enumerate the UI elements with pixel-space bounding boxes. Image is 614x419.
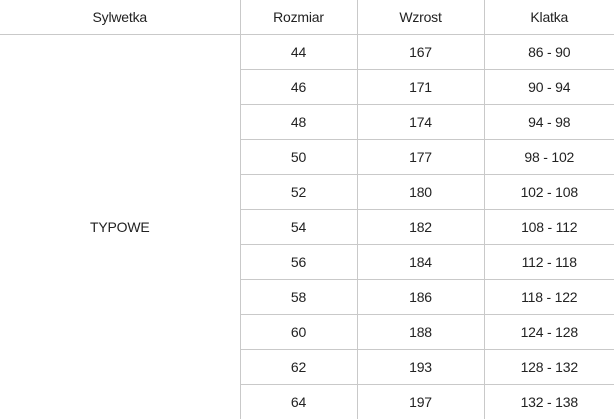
- table-row: [0, 35, 614, 70]
- header-size: Rozmiar: [240, 0, 357, 35]
- chest-cell: 108 - 112: [484, 210, 614, 245]
- size-cell: 58: [240, 280, 357, 315]
- height-cell: 177: [357, 140, 484, 175]
- size-cell: 46: [240, 70, 357, 105]
- size-cell: 54: [240, 210, 357, 245]
- height-cell: 184: [357, 245, 484, 280]
- header-height: Wzrost: [357, 0, 484, 35]
- chest-cell: 118 - 122: [484, 280, 614, 315]
- chest-cell: 86 - 90: [484, 35, 614, 70]
- chest-cell: 112 - 118: [484, 245, 614, 280]
- table-header: [0, 0, 614, 35]
- chest-cell: 102 - 108: [484, 175, 614, 210]
- height-cell: 197: [357, 385, 484, 419]
- height-cell: 182: [357, 210, 484, 245]
- height-cell: 167: [357, 35, 484, 70]
- size-cell: 48: [240, 105, 357, 140]
- chest-cell: 98 - 102: [484, 140, 614, 175]
- silhouette-cell: TYPOWE: [90, 219, 150, 235]
- size-cell: 62: [240, 350, 357, 385]
- height-cell: 188: [357, 315, 484, 350]
- chest-cell: 90 - 94: [484, 70, 614, 105]
- size-cell: 60: [240, 315, 357, 350]
- chest-cell: 94 - 98: [484, 105, 614, 140]
- size-cell: 64: [240, 385, 357, 419]
- height-cell: 180: [357, 175, 484, 210]
- height-cell: 186: [357, 280, 484, 315]
- header-chest: Klatka: [484, 0, 614, 35]
- table-body: [0, 35, 614, 419]
- header-row: [0, 0, 614, 35]
- size-cell: 50: [240, 140, 357, 175]
- chest-cell: 124 - 128: [484, 315, 614, 350]
- chest-cell: 132 - 138: [484, 385, 614, 419]
- height-cell: 171: [357, 70, 484, 105]
- height-cell: 174: [357, 105, 484, 140]
- chest-cell: 128 - 132: [484, 350, 614, 385]
- height-cell: 193: [357, 350, 484, 385]
- header-silhouette: Sylwetka: [0, 0, 240, 35]
- size-cell: 52: [240, 175, 357, 210]
- size-cell: 44: [240, 35, 357, 70]
- size-cell: 56: [240, 245, 357, 280]
